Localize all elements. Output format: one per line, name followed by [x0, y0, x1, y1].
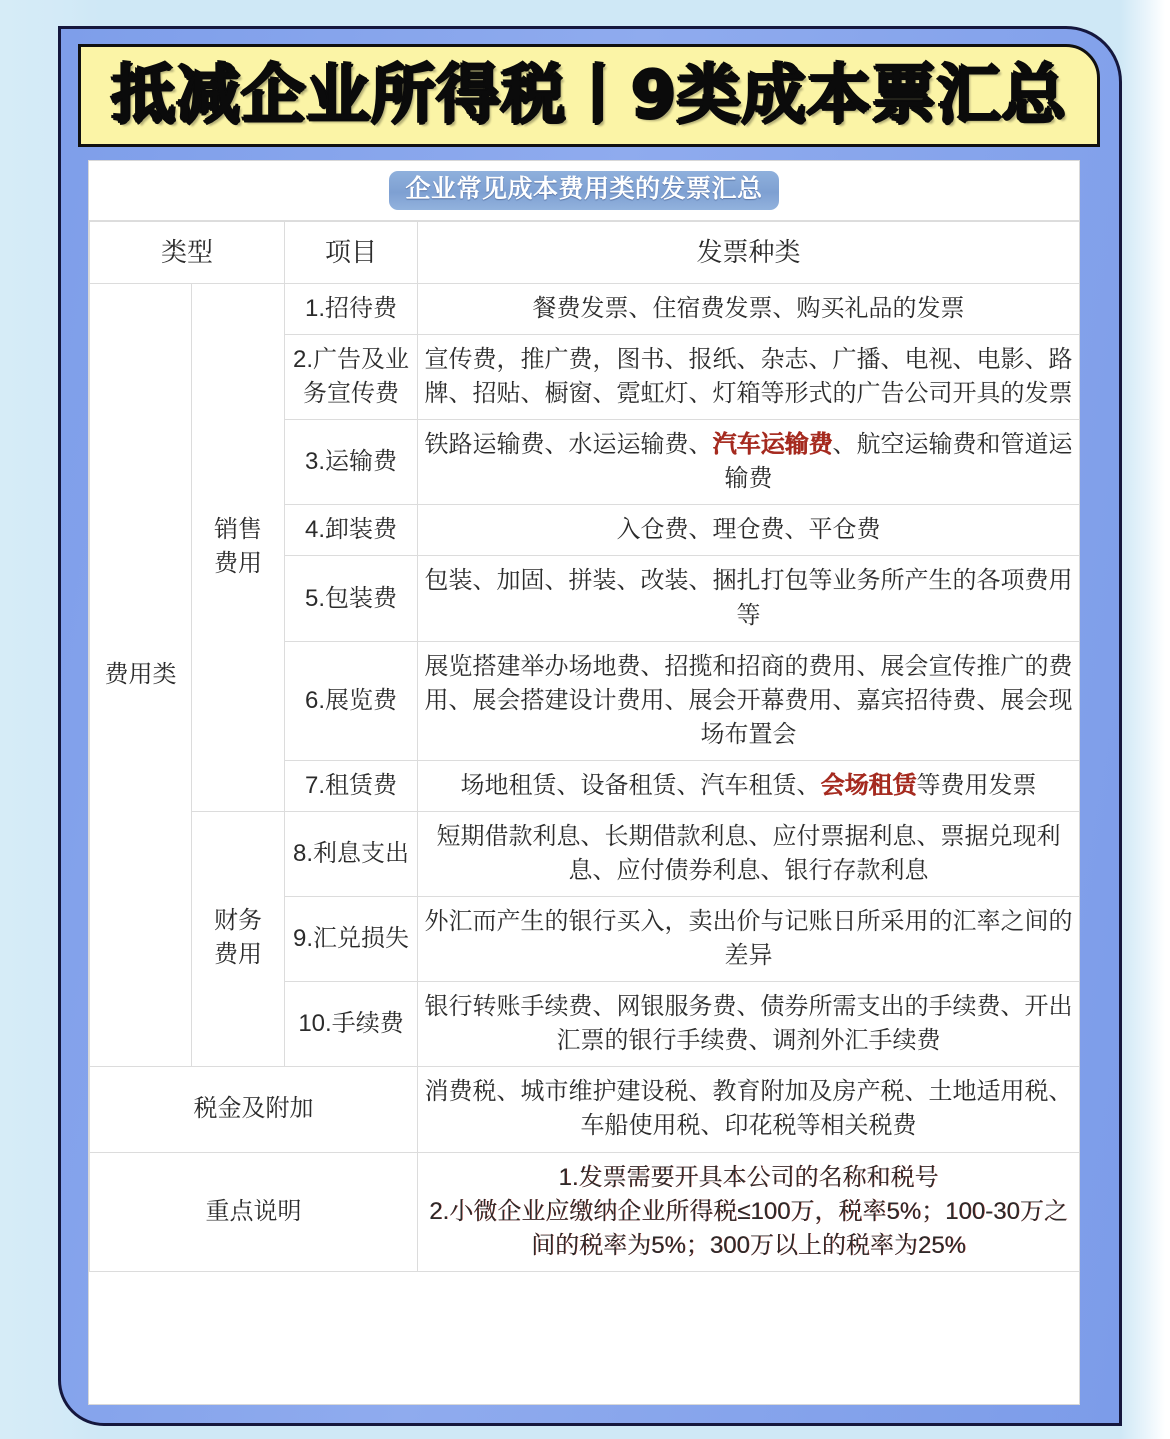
subcategory-cell-selling — [192, 284, 285, 812]
item-cell: 7.租赁费 — [285, 760, 418, 811]
invoice-type-cell — [418, 982, 1080, 1067]
column-header-type: 类型 — [90, 222, 285, 284]
item-cell: 8.利息支出 — [285, 811, 418, 896]
table-row — [90, 284, 1080, 335]
table-row — [90, 811, 1080, 896]
desc-text: 短期借款利息、长期借款利息、应付票据利息、票据兑现利息、应付债券利息、银行存款利息 — [436, 822, 1061, 885]
desc-text: 外汇而产生的银行买入，卖出价与记账日所采用的汇率之间的差异 — [424, 908, 1073, 970]
table-header-row — [90, 222, 1080, 284]
item-cell: 6.展览费 — [285, 641, 418, 760]
invoice-type-cell — [418, 760, 1080, 811]
subcategory-label-line2: 费用 — [214, 550, 262, 578]
highlighted-term: 汽车运输费 — [712, 431, 833, 459]
category-cell-expense: 费用类 — [90, 284, 192, 1067]
invoice-summary-table — [89, 221, 1080, 1272]
subcategory-label-line1: 销售 — [214, 516, 262, 544]
desc-text: 等费用发票 — [916, 771, 1037, 799]
item-cell: 4.卸装费 — [285, 505, 418, 556]
title-banner — [78, 44, 1100, 147]
desc-text: 餐费发票、住宿费发票、购买礼品的发票 — [532, 295, 965, 322]
table-row-tax — [90, 1067, 1080, 1152]
subtitle-row — [89, 161, 1079, 221]
column-header-invoice: 发票种类 — [418, 222, 1080, 284]
desc-text: 入仓费、理仓费、平仓费 — [616, 516, 881, 544]
note-line: 1.发票需要开具本公司的名称和税号 — [558, 1163, 939, 1191]
desc-text: 包装、加固、拼装、改装、捆扎打包等业务所产生的各项费用等 — [424, 567, 1073, 629]
subcategory-label-line1: 财务 — [214, 907, 262, 935]
invoice-type-cell — [418, 284, 1080, 335]
desc-text: 场地租赁、设备租赁、汽车租赁、 — [460, 771, 821, 799]
note-line: 2.小微企业应缴纳企业所得税≤100万，税率5%；100-30万之间的税率为5%；300万以上的税率为25% — [429, 1197, 1068, 1259]
item-cell: 1.招待费 — [285, 284, 418, 335]
page-title: 抵减企业所得税丨9类成本票汇总 — [111, 58, 1067, 133]
notes-row-label: 重点说明 — [90, 1152, 418, 1271]
column-header-item: 项目 — [285, 222, 418, 284]
desc-text: 银行转账手续费、网银服务费、债券所需支出的手续费、开出汇票的银行手续费、调剂外汇手续费 — [424, 993, 1073, 1055]
invoice-type-cell — [418, 897, 1080, 982]
invoice-type-cell — [418, 420, 1080, 505]
table-row-notes — [90, 1152, 1080, 1271]
item-cell: 2.广告及业务宣传费 — [285, 335, 418, 420]
subcategory-cell-finance — [192, 811, 285, 1066]
highlighted-term: 会场租赁 — [820, 771, 917, 799]
tax-row-label: 税金及附加 — [90, 1067, 418, 1152]
desc-text: 铁路运输费、水运运输费、 — [424, 431, 713, 459]
desc-text: 、航空运输费和管道运输费 — [724, 431, 1073, 493]
subcategory-label-line2: 费用 — [214, 941, 262, 969]
item-cell: 5.包装费 — [285, 556, 418, 641]
invoice-type-cell — [418, 811, 1080, 896]
invoice-type-cell — [418, 335, 1080, 420]
invoice-type-cell — [418, 641, 1080, 760]
desc-text: 展览搭建举办场地费、招揽和招商的费用、展会宣传推广的费用、展会搭建设计费用、展会开幕费用、嘉宾招待费、展会现场布置会 — [424, 652, 1073, 748]
item-cell: 9.汇兑损失 — [285, 897, 418, 982]
desc-text: 宣传费，推广费，图书、报纸、杂志、广播、电视、电影、路牌、招贴、橱窗、霓虹灯、灯箱等形式的广告公司开具的发票 — [424, 346, 1073, 408]
table-card — [88, 160, 1080, 1405]
tax-row-description: 消费税、城市维护建设税、教育附加及房产税、土地适用税、车船使用税、印花税等相关税费 — [418, 1067, 1080, 1152]
invoice-type-cell — [418, 505, 1080, 556]
notes-row-content — [418, 1152, 1080, 1271]
subtitle-badge: 企业常见成本费用类的发票汇总 — [389, 171, 778, 210]
item-cell: 10.手续费 — [285, 982, 418, 1067]
invoice-type-cell — [418, 556, 1080, 641]
item-cell: 3.运输费 — [285, 420, 418, 505]
table-body — [90, 284, 1080, 1272]
